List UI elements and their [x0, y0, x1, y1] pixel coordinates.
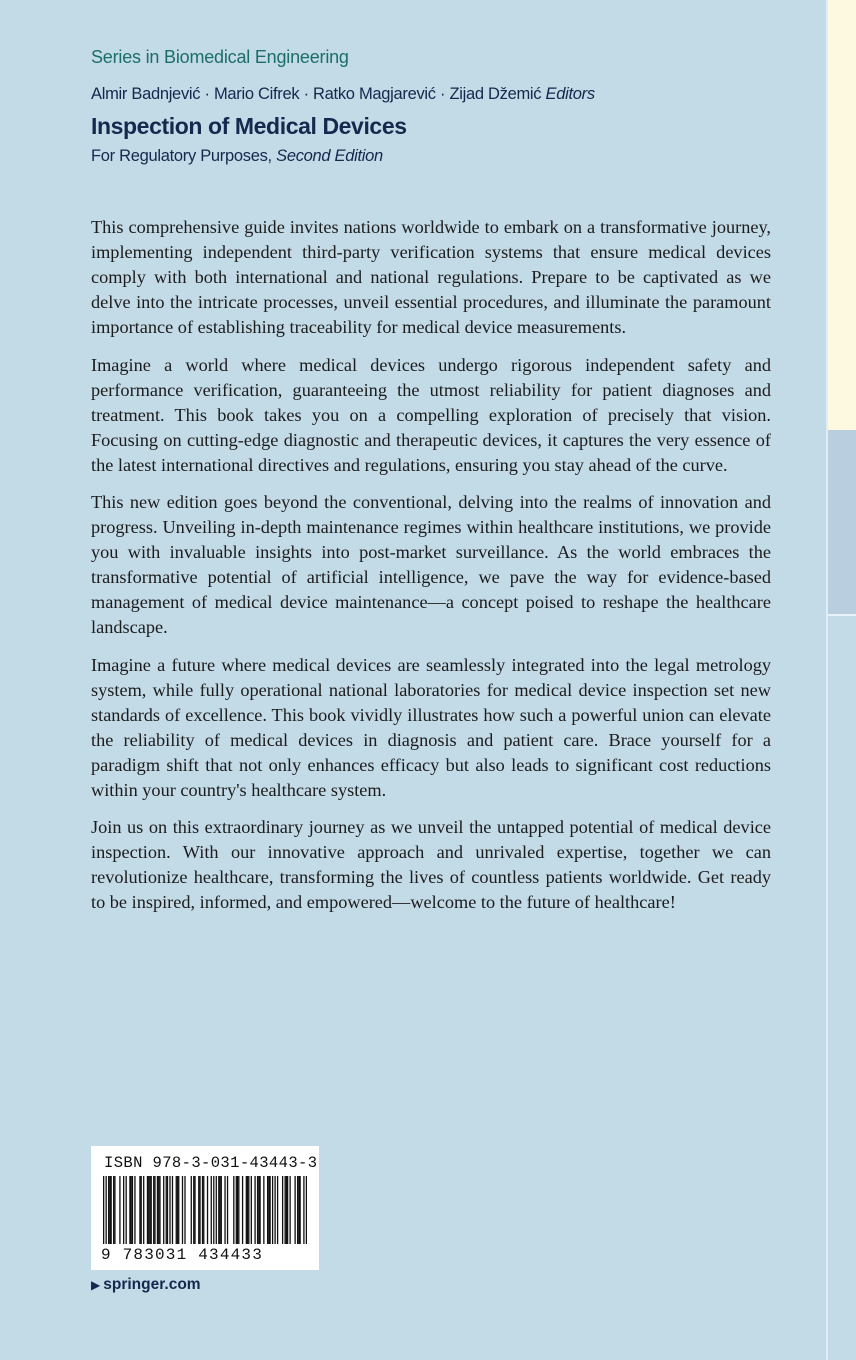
barcode-bar: [153, 1176, 154, 1244]
barcode-bar: [194, 1176, 195, 1244]
book-subtitle: [91, 147, 383, 166]
barcode-bar: [242, 1176, 243, 1244]
barcode-bar: [119, 1176, 120, 1244]
publisher-website[interactable]: [91, 1276, 201, 1294]
barcode-bar: [134, 1176, 135, 1244]
series-name: Series in Biomedical Engineering: [91, 47, 349, 67]
barcode-bar: [202, 1176, 203, 1244]
barcode-bar: [103, 1176, 104, 1244]
barcode-bar: [109, 1176, 110, 1244]
barcode-bar: [258, 1176, 259, 1244]
barcode-bar: [257, 1176, 258, 1244]
barcode-bar: [297, 1176, 298, 1244]
barcode-bar: [303, 1176, 304, 1244]
blurb-paragraph: This comprehensive guide invites nations worldwide to embark on a transformative journey, implementing independent third-party verification systems that ensure medical devices comply with both international and national regulations. Prepare to be captivated as we delve into the intricate processes, unveil essential procedures, and illuminate the paramount importance of establishing traceability for medical device measurements.: [91, 217, 771, 337]
barcode-bar: [114, 1176, 115, 1244]
barcode-bar: [238, 1176, 239, 1244]
barcode-bar: [289, 1176, 290, 1244]
blurb-paragraph: Imagine a world where medical devices undergo rigorous independent safety and performance verification, guaranteeing the utmost reliability for patient diagnoses and treatment. This book takes you on a compelling exploration of precisely that vision. Focusing on cutting-edge diagnostic and therapeutic devices, it captures the very essence of the latest international directives and regulations, ensuring you stay ahead of the curve.: [91, 354, 771, 475]
barcode-bar: [108, 1176, 109, 1244]
barcode-bar: [154, 1176, 155, 1244]
barcode-bar: [287, 1176, 288, 1244]
barcode-bar: [233, 1176, 234, 1244]
barcode-bar: [213, 1176, 214, 1244]
barcode-bar: [248, 1176, 249, 1244]
barcode-bar: [198, 1176, 199, 1244]
barcode-bar: [219, 1176, 220, 1244]
barcode-bar: [246, 1176, 247, 1244]
barcode-bar: [182, 1176, 183, 1244]
barcode-bar: [272, 1176, 273, 1244]
barcode-bar: [199, 1176, 200, 1244]
barcode-bar: [158, 1176, 159, 1244]
barcode-bar: [277, 1176, 278, 1244]
barcode-bar: [184, 1176, 185, 1244]
barcode-bars: [103, 1176, 307, 1244]
barcode-bar: [191, 1176, 192, 1244]
spine-blue-band: [828, 430, 856, 614]
barcode-bar: [286, 1176, 287, 1244]
barcode-bar: [106, 1176, 107, 1244]
barcode-bar: [169, 1176, 170, 1244]
barcode-bar: [218, 1176, 219, 1244]
barcode-bar: [227, 1176, 228, 1244]
barcode-bar: [113, 1176, 114, 1244]
isbn-label: ISBN 978-3-031-43443-3: [104, 1154, 318, 1172]
barcode-bar: [203, 1176, 204, 1244]
barcode-bar: [178, 1176, 179, 1244]
barcode-bar: [167, 1176, 168, 1244]
barcode: [91, 1146, 319, 1270]
barcode-bar: [123, 1176, 124, 1244]
barcode-bar: [237, 1176, 238, 1244]
spine-divider: [828, 614, 856, 616]
blurb-paragraph: Imagine a future where medical devices are seamlessly integrated into the legal metrology system, while fully operational national laboratories for medical device inspection set new standards of excellence. This book vividly illustrates how such a powerful union can elevate the reliability of medical devices in diagnosis and patient care. Brace yourself for a paradigm shift that not only enhances efficacy but also leads to significant cost reductions within your country's healthcare system.: [91, 654, 771, 800]
editors-role: Editors: [545, 85, 595, 103]
blurb-paragraph: Join us on this extraordinary journey as we unveil the untapped potential of medical device inspection. With our innovative approach and unrivaled expertise, together we can revolutionize healthcare, transforming the lives of countless patients worldwide. Get ready to be inspired, informed, and empowered—welcome to the future of healthcare!: [91, 817, 771, 912]
barcode-bar: [143, 1176, 144, 1244]
barcode-bar: [221, 1176, 222, 1244]
barcode-bar: [274, 1176, 275, 1244]
barcode-bar: [193, 1176, 194, 1244]
barcode-bar: [207, 1176, 208, 1244]
barcode-bar: [157, 1176, 158, 1244]
barcode-bar: [139, 1176, 140, 1244]
blurb-paragraph: This new edition goes beyond the conventional, delving into the realms of innovation and progress. Unveiling in-depth maintenance regimes within healthcare institutions, we provide you with invaluable insights into post-market surveillance. As the world embraces the transformative potential of artificial intelligence, we pave the way for evidence-based management of medical device maintenance—a concept poised to reshape the healthcare landscape.: [91, 492, 771, 637]
barcode-digits: 9 783031 434433: [101, 1246, 264, 1264]
barcode-bar: [268, 1176, 269, 1244]
barcode-bar: [163, 1176, 164, 1244]
barcode-bar: [111, 1176, 112, 1244]
barcode-bar: [299, 1176, 300, 1244]
book-title: Inspection of Medical Devices: [91, 113, 407, 139]
barcode-bar: [176, 1176, 177, 1244]
barcode-bar: [166, 1176, 167, 1244]
barcode-bar: [131, 1176, 132, 1244]
barcode-bar: [282, 1176, 283, 1244]
barcode-bar: [141, 1176, 142, 1244]
barcode-bar: [129, 1176, 130, 1244]
editor-names: Almir Badnjević · Mario Cifrek · Ratko Magjarević · Zijad Džemić: [91, 85, 542, 103]
barcode-bar: [147, 1176, 148, 1244]
arrow-icon: ▶: [91, 1278, 101, 1292]
edition-text: Second Edition: [276, 147, 383, 165]
barcode-bar: [159, 1176, 160, 1244]
spine-yellow-panel: [828, 0, 856, 430]
barcode-bar: [263, 1176, 264, 1244]
barcode-bar: [269, 1176, 270, 1244]
website-text: springer.com: [103, 1276, 201, 1293]
barcode-bar: [126, 1176, 127, 1244]
barcode-bar: [148, 1176, 149, 1244]
barcode-bar: [149, 1176, 150, 1244]
barcode-bar: [294, 1176, 295, 1244]
spine-edge: [826, 0, 828, 1360]
blurb: [91, 215, 771, 928]
barcode-bar: [211, 1176, 212, 1244]
barcode-bar: [259, 1176, 260, 1244]
barcode-bar: [251, 1176, 252, 1244]
editors-line: [91, 85, 595, 104]
barcode-bar: [254, 1176, 255, 1244]
barcode-bar: [247, 1176, 248, 1244]
barcode-bar: [132, 1176, 133, 1244]
barcode-bar: [306, 1176, 307, 1244]
barcode-bar: [298, 1176, 299, 1244]
barcode-bar: [216, 1176, 217, 1244]
barcode-bar: [284, 1176, 285, 1244]
barcode-bar: [267, 1176, 268, 1244]
barcode-bar: [236, 1176, 237, 1244]
barcode-bar: [172, 1176, 173, 1244]
barcode-bar: [224, 1176, 225, 1244]
barcode-bar: [151, 1176, 152, 1244]
barcode-bar: [177, 1176, 178, 1244]
subtitle-text: For Regulatory Purposes,: [91, 147, 272, 165]
